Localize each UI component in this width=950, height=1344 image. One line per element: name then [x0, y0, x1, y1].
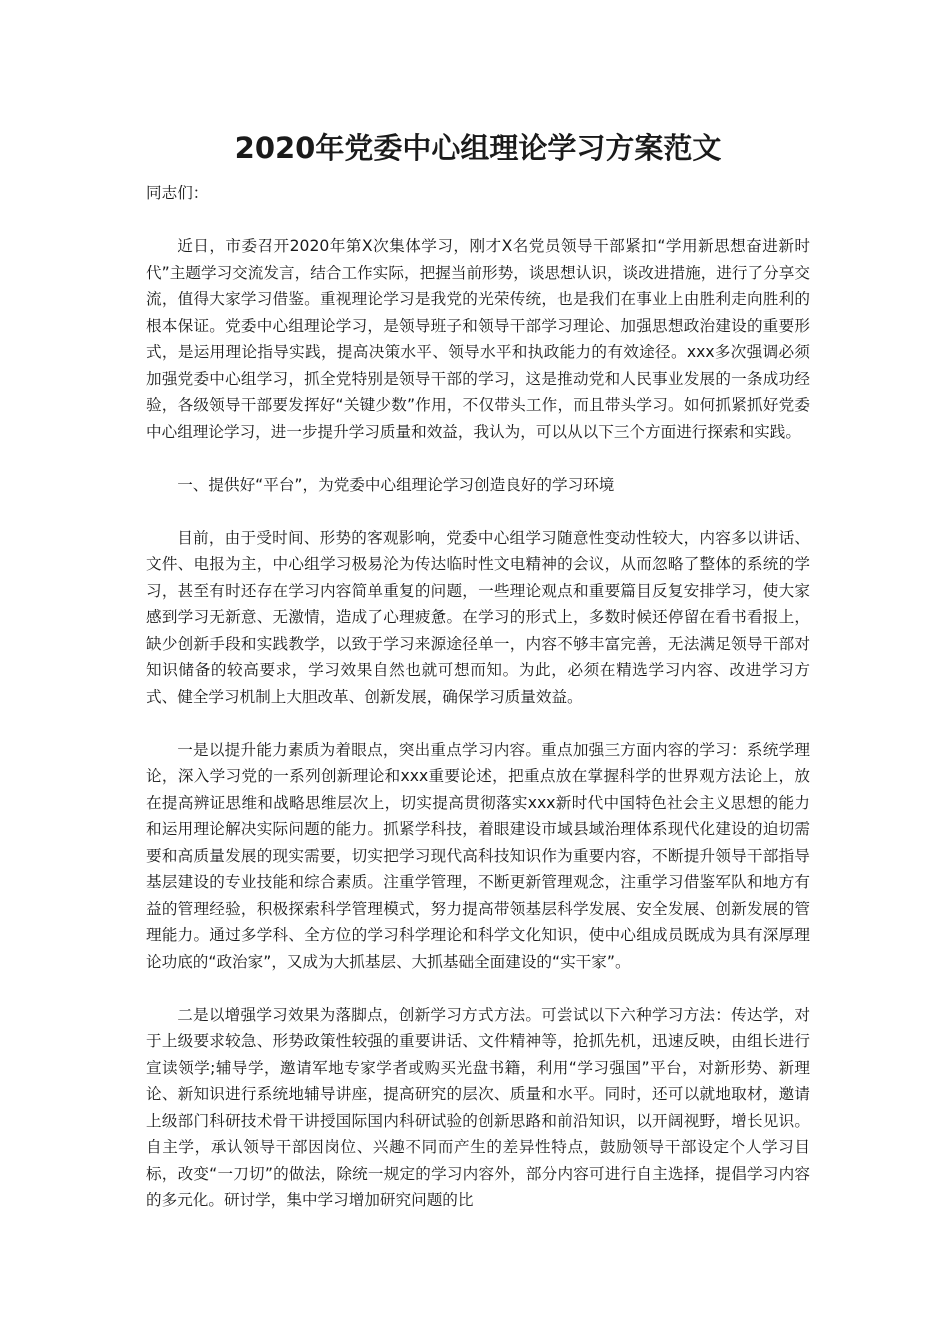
- salutation: 同志们：: [146, 184, 209, 202]
- paragraph-point-one: 一是以提升能力素质为着眼点，突出重点学习内容。重点加强三方面内容的学习：系统学理论，深入学习党的一系列创新理论和xxx重要论述，把重点放在掌握科学的世界观方法论上，放在提高辨证思维和战略思维层次上，切实提高贯彻落实xxx新时代中国特色社会主义思想的能力和运用理论解决实际问题的能力。抓紧学科技，着眼建设市域县域治理体系现代化建设的迫切需要和高质量发展的现实需要，切实把学习现代高科技知识作为重要内容，不断提升领导干部指导基层建设的专业技能和综合素质。注重学管理，不断更新管理观念，注重学习借鉴军队和地方有益的管理经验，积极探索科学管理模式，努力提高带领基层科学发展、安全发展、创新发展的管理能力。通过多学科、全方位的学习科学理论和科学文化知识，使中心组成员既成为具有深厚理论功底的“政治家”，又成为大抓基层、大抓基础全面建设的“实干家”。: [146, 740, 810, 971]
- paragraph-point-two: 二是以增强学习效果为落脚点，创新学习方式方法。可尝试以下六种学习方法：传达学，对于上级要求较急、形势政策性较强的重要讲话、文件精神等，抢抓先机，迅速反映，由组长进行宣读领学;辅导学，邀请军地专家学者或购买光盘书籍，利用“学习强国”平台，对新形势、新理论、新知识进行系统地辅导讲座，提高研究的层次、质量和水平。同时，还可以就地取材，邀请上级部门科研技术骨干讲授国际国内科研试验的创新思路和前沿知识，以开阔视野，增长见识。自主学，承认领导干部因岗位、兴趣不同而产生的差异性特点，鼓励领导干部设定个人学习目标，改变“一刀切”的做法，除统一规定的学习内容外，部分内容可进行自主选择，提倡学习内容的多元化。研讨学，集中学习增加研究问题的比: [146, 1005, 810, 1209]
- section-heading-1: 一、提供好“平台”，为党委中心组理论学习创造良好的学习环境: [177, 475, 615, 494]
- paragraph-current-problems: 目前，由于受时间、形势的客观影响，党委中心组学习随意性变动性较大，内容多以讲话、文件、电报为主，中心组学习极易沦为传达临时性文电精神的会议，从而忽略了整体的系统的学习，甚至有时还存在学习内容简单重复的问题，一些理论观点和重要篇目反复安排学习，使大家感到学习无新意、无激情，造成了心理疲惫。在学习的形式上，多数时候还停留在看书看报上，缺少创新手段和实践教学，以致于学习来源途径单一，内容不够丰富完善，无法满足领导干部对知识储备的较高要求，学习效果自然也就可想而知。为此，必须在精选学习内容、改进学习方式、健全学习机制上大胆改革、创新发展，确保学习质量效益。: [146, 528, 810, 706]
- document-title: 2020年党委中心组理论学习方案范文: [234, 131, 722, 165]
- paragraph-intro: 近日，市委召开2020年第X次集体学习，刚才X名党员领导干部紧扣“学用新思想奋进新时代”主题学习交流发言，结合工作实际，把握当前形势，谈思想认识，谈改进措施，进行了分享交流，值得大家学习借鉴。重视理论学习是我党的光荣传统，也是我们在事业上由胜利走向胜利的根本保证。党委中心组理论学习，是领导班子和领导干部学习理论、加强思想政治建设的重要形式，是运用理论指导实践，提高决策水平、领导水平和执政能力的有效途径。xxx多次强调必须加强党委中心组学习，抓全党特别是领导干部的学习，这是推动党和人民事业发展的一条成功经验，各级领导干部要发挥好“关键少数”作用，不仅带头工作，而且带头学习。如何抓紧抓好党委中心组理论学习，进一步提升学习质量和效益，我认为，可以从以下三个方面进行探索和实践。: [146, 237, 810, 441]
- document-page: [146, 126, 810, 1214]
